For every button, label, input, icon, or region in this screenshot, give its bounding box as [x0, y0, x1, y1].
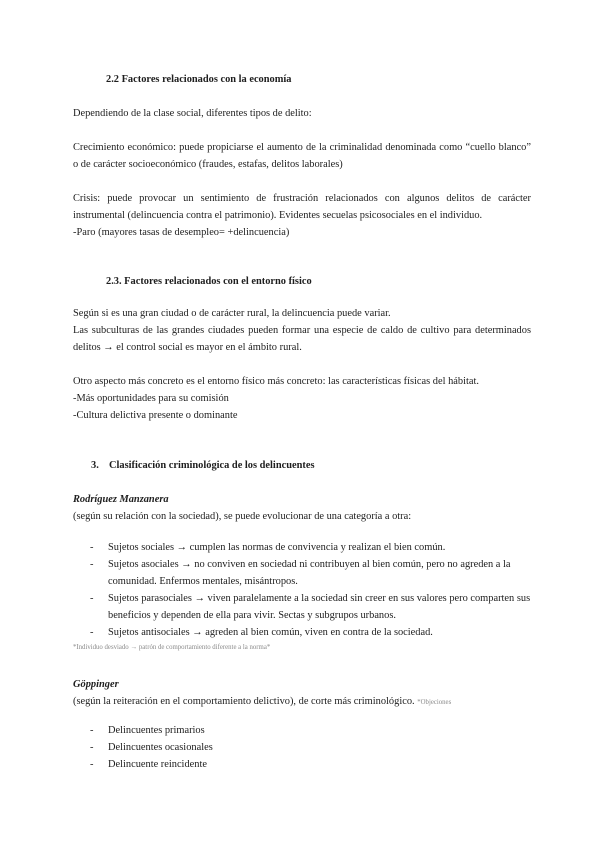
- list-goppinger: [73, 722, 531, 773]
- paragraph-text: Crecimiento económico: puede propiciarse el aumento de la criminalidad denominada como “cuello blanco” o de carácter socioeconómico (fraudes, estafas, delitos laborales): [73, 142, 531, 170]
- list-item: - Sujetos parasociales → viven paralelamente a la sociedad sin creer en sus valores pero comparten sus beneficios y dependen de ella para vivir. Sectas y subgrupos urbanos.: [73, 590, 531, 624]
- list-item: - Sujetos asociales → no conviven en sociedad ni contribuyen al bien común, pero no agreden a la comunidad. Enfermos mentales, misántropos.: [73, 556, 531, 590]
- section-heading-2-2: 2.2 Factores relacionados con la economía: [106, 74, 292, 85]
- paragraph-text: -Paro (mayores tasas de desempleo= +delincuencia): [73, 227, 290, 238]
- paragraph-text: Dependiendo de la clase social, diferentes tipos de delito:: [73, 108, 312, 119]
- paragraph-crisis: [73, 190, 531, 241]
- paragraph-text: Según si es una gran ciudad o de carácter rural, la delincuencia puede variar.: [73, 308, 391, 319]
- author-rodriguez: Rodríguez Manzanera: [73, 494, 169, 505]
- section-title: Clasificación criminológica de los delincuentes: [109, 460, 315, 471]
- paragraph-text: Crisis: puede provocar un sentimiento de frustración relacionados con algunos delitos de carácter instrumental (delincuencia contra el patrimonio). Evidentes secuelas psicosociales en el individuo.: [73, 193, 531, 221]
- paragraph-growth: [73, 139, 531, 173]
- list-item: - Sujetos sociales → cumplen las normas de convivencia y realizan el bien común.: [73, 539, 531, 556]
- list-item: - Delincuentes ocasionales: [73, 739, 531, 756]
- note-objections: *Objeciones: [417, 699, 452, 706]
- paragraph-text: -Cultura delictiva presente o dominante: [73, 410, 238, 421]
- list-rodriguez: [73, 539, 531, 641]
- paragraph-text: -Más oportunidades para su comisión: [73, 393, 229, 404]
- paragraph-physical: [73, 373, 531, 424]
- paragraph-text: Las subculturas de las grandes ciudades pueden formar una especie de caldo de cultivo para determinados delitos → el control social es mayor en el ámbito rural.: [73, 325, 531, 353]
- paragraph-text: (según su relación con la sociedad), se puede evolucionar de una categoría a otra:: [73, 511, 412, 522]
- section-heading-3: [91, 457, 315, 474]
- subtitle-text: (según la reiteración en el comportamiento delictivo), de corte más criminológico.: [73, 696, 415, 707]
- list-item: - Delincuentes primarios: [73, 722, 531, 739]
- list-item: - Sujetos antisociales → agreden al bien común, viven en contra de la sociedad.: [73, 624, 531, 641]
- section-number: 3.: [91, 460, 99, 471]
- paragraph-text: [73, 693, 531, 711]
- section-heading-2-3: 2.3. Factores relacionados con el entorno físico: [106, 276, 312, 287]
- subtitle-goppinger: [73, 693, 531, 711]
- paragraph-intro: [73, 105, 531, 122]
- paragraph-environment: [73, 305, 531, 356]
- author-goppinger: Göppinger: [73, 679, 119, 690]
- subtitle-rodriguez: [73, 508, 531, 525]
- note-deviant: *Individuo desviado → patrón de comportamiento diferente a la norma*: [73, 644, 271, 651]
- paragraph-text: Otro aspecto más concreto es el entorno físico más concreto: las características físicas del hábitat.: [73, 376, 479, 387]
- list-item: - Delincuente reincidente: [73, 756, 531, 773]
